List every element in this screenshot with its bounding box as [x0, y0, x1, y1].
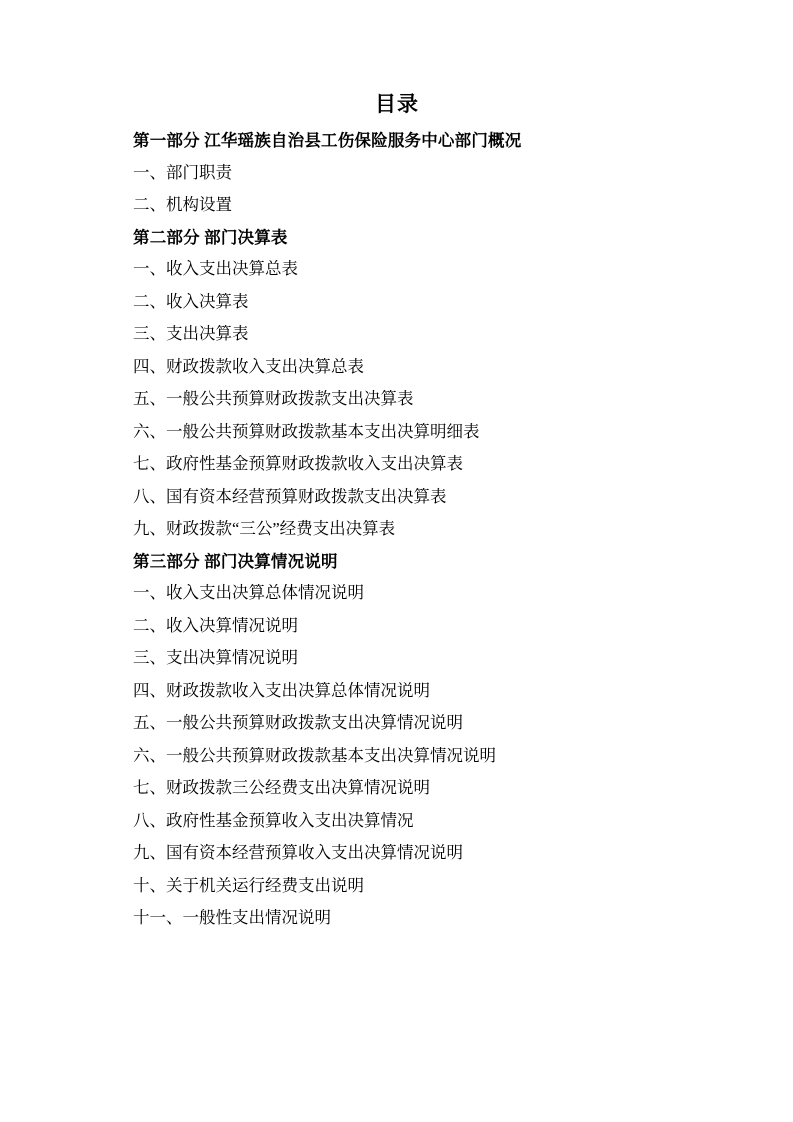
toc-entry-label: 一、部门职责	[133, 162, 232, 182]
toc-entry[interactable]	[133, 486, 661, 506]
toc-entry[interactable]	[133, 326, 661, 343]
toc-entry-label: 九、国有资本经营预算收入支出决算情况说明	[133, 843, 463, 863]
toc-entry[interactable]	[133, 456, 661, 473]
toc-entry-label: 三、支出决算表	[133, 324, 249, 344]
toc-entry-label: 八、国有资本经营预算财政拨款支出决算表	[133, 486, 447, 506]
toc-entry-part-1[interactable]	[133, 133, 661, 150]
toc-entry-label: 四、财政拨款收入支出决算总表	[133, 356, 364, 376]
toc-entry-label: 二、收入决算情况说明	[133, 615, 298, 635]
toc-entry[interactable]	[133, 197, 661, 214]
toc-entry-label: 十一、一般性支出情况说明	[133, 908, 331, 928]
page-content	[133, 92, 661, 943]
toc-entry[interactable]	[133, 521, 661, 538]
toc-entry[interactable]	[133, 810, 661, 830]
toc-entry[interactable]	[133, 780, 661, 797]
toc-entry[interactable]	[133, 680, 661, 700]
page-title: 目录	[375, 92, 419, 116]
toc-entry-label: 五、一般公共预算财政拨款支出决算表	[133, 389, 414, 409]
toc-entry[interactable]	[133, 745, 661, 765]
toc-entry[interactable]	[133, 615, 661, 635]
toc-entry[interactable]	[133, 585, 661, 602]
toc-entry[interactable]	[133, 421, 661, 441]
toc-entry[interactable]	[133, 650, 661, 667]
toc-entry-label: 一、收入支出决算总体情况说明	[133, 583, 364, 603]
toc-entry-label: 五、一般公共预算财政拨款支出决算情况说明	[133, 713, 463, 733]
toc-entry[interactable]	[133, 845, 661, 862]
toc-entry-label: 十、关于机关运行经费支出说明	[133, 875, 364, 895]
toc-entry[interactable]	[133, 261, 661, 278]
toc-entry-label: 六、一般公共预算财政拨款基本支出决算明细表	[133, 421, 480, 441]
toc-entry[interactable]	[133, 291, 661, 311]
toc-entry-part-3[interactable]	[133, 551, 661, 571]
toc-entry-label: 九、财政拨款“三公”经费支出决算表	[133, 519, 396, 539]
toc-entry-label: 第三部分 部门决算情况说明	[133, 551, 338, 571]
toc-entry-label: 二、机构设置	[133, 195, 232, 215]
toc-entry[interactable]	[133, 391, 661, 408]
toc-entry-label: 六、一般公共预算财政拨款基本支出决算情况说明	[133, 745, 496, 765]
toc-entry-label: 一、收入支出决算总表	[133, 259, 298, 279]
toc-entry[interactable]	[133, 162, 661, 182]
toc-entry-label: 八、政府性基金预算收入支出决算情况	[133, 810, 414, 830]
toc-entry-label: 第一部分 江华瑶族自治县工伤保险服务中心部门概况	[133, 131, 522, 151]
toc-entry-label: 七、政府性基金预算财政拨款收入支出决算表	[133, 454, 463, 474]
toc-entry[interactable]	[133, 910, 661, 927]
toc-entry-part-2[interactable]	[133, 227, 661, 247]
toc-entry[interactable]	[133, 875, 661, 895]
toc-entry-label: 四、财政拨款收入支出决算总体情况说明	[133, 680, 430, 700]
toc-entry-label: 三、支出决算情况说明	[133, 648, 298, 668]
toc-entry[interactable]	[133, 356, 661, 376]
toc-entry-label: 第二部分 部门决算表	[133, 227, 288, 247]
table-of-contents	[133, 133, 661, 927]
toc-entry-label: 七、财政拨款三公经费支出决算情况说明	[133, 778, 430, 798]
toc-entry[interactable]	[133, 715, 661, 732]
toc-entry-label: 二、收入决算表	[133, 291, 249, 311]
